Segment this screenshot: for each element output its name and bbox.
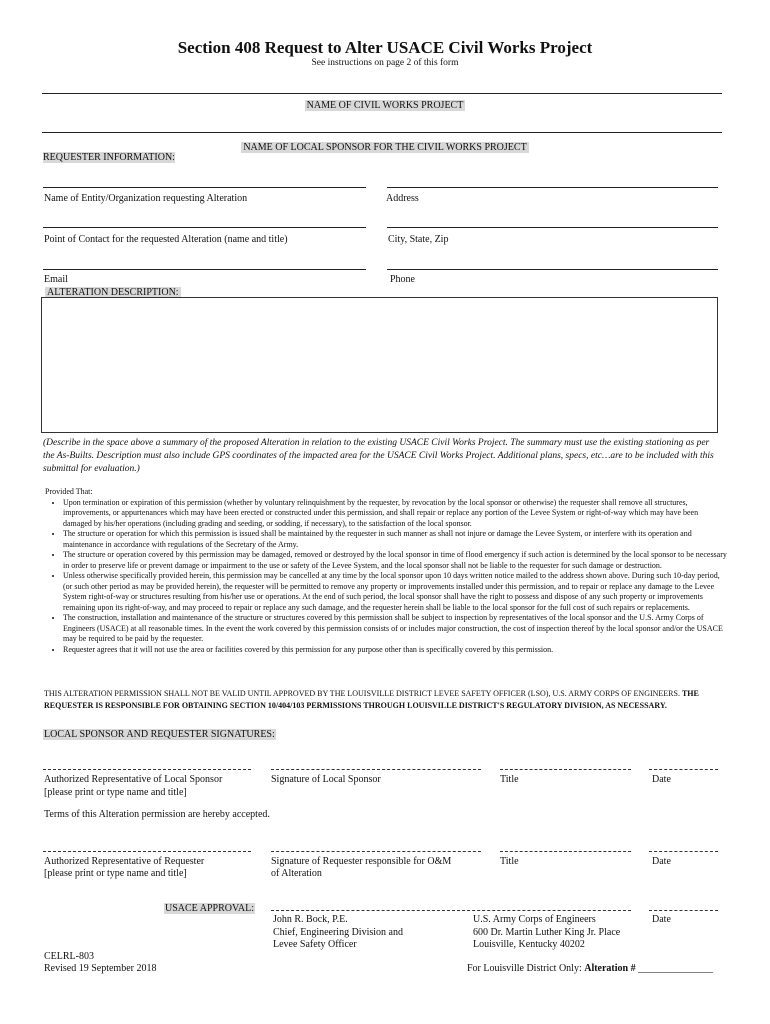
provision-item: • Requester agrees that it will not use the area or facilities covered by this permission for any purpose other than is specifically covered by this permission. <box>63 645 727 656</box>
org-line-3: Louisville, Kentucky 40202 <box>473 939 585 950</box>
district-alteration-number <box>467 962 713 975</box>
district-prefix: For Louisville District Only: <box>467 963 585 974</box>
email-field-line[interactable] <box>43 269 366 270</box>
requester-title-label: Title <box>500 856 519 867</box>
phone-field-line[interactable] <box>387 269 718 270</box>
officer-title-2: Levee Safety Officer <box>273 939 357 950</box>
validity-normal: THIS ALTERATION PERMISSION SHALL NOT BE VALID UNTIL APPROVED BY THE LOUISVILLE DISTRICT LEVEE SAFETY OFFICER (LSO), U.S. ARMY CORPS OF ENGINEERS. <box>44 689 680 698</box>
sponsor-signature-label: Signature of Local Sponsor <box>271 774 381 785</box>
provisions-intro: Provided That: <box>45 487 93 496</box>
revised-date: Revised 19 September 2018 <box>44 963 157 974</box>
requester-rep-line[interactable] <box>43 851 251 852</box>
sponsor-rep-line[interactable] <box>43 769 251 770</box>
requester-title-line[interactable] <box>500 851 631 852</box>
signatures-heading-wrap <box>43 728 276 741</box>
alteration-number-label: Alteration # <box>584 963 636 974</box>
email-label: Email <box>44 274 68 285</box>
poc-field-line[interactable] <box>43 227 366 228</box>
usace-date-line[interactable] <box>649 910 718 911</box>
requester-date-line[interactable] <box>649 851 718 852</box>
project-name-label: NAME OF CIVIL WORKS PROJECT <box>306 100 464 111</box>
requester-signature-label-1: Signature of Requester responsible for O&M <box>271 856 452 867</box>
project-name-line[interactable] <box>42 93 722 94</box>
validity-notice <box>44 688 726 711</box>
provisions-section <box>45 487 727 655</box>
org-line-2: 600 Dr. Martin Luther King Jr. Place <box>473 927 621 938</box>
officer-name: John R. Bock, P.E. <box>273 914 348 925</box>
alteration-description-box[interactable] <box>41 297 718 433</box>
sponsor-date-label: Date <box>652 774 671 785</box>
usace-date-label: Date <box>652 914 671 925</box>
alteration-heading: ALTERATION DESCRIPTION: <box>47 287 179 298</box>
sponsor-title-line[interactable] <box>500 769 631 770</box>
terms-accepted: Terms of this Alteration permission are hereby accepted. <box>44 809 270 820</box>
sponsor-name-label: NAME OF LOCAL SPONSOR FOR THE CIVIL WORKS PROJECT <box>243 142 527 153</box>
form-id: CELRL-803 <box>44 951 94 962</box>
validity-bold: THE REQUESTER IS RESPONSIBLE FOR OBTAINING SECTION 10/404/103 PERMISSIONS THROUGH LOUISVILLE DISTRICT'S REGULATORY DIVISION, AS NECESSARY. <box>44 689 699 710</box>
usace-signature-line[interactable] <box>271 910 631 911</box>
provision-item: • Unless otherwise specifically provided herein, this permission may be cancelled at any time by the local sponsor upon 10 days written notice mailed to the address shown above. During such 10-day period, (or such other period as may be provided herein), the requester will be permitted to remove any property or improvements installed under this permission, and to repair or replace any damage to the Levee System right-of-way or structures resulting from his/her use or operations. At the end of such period, the local sponsor shall have the right to possess and dispose of any such property or improvements remaining upon its right-of-way, and may proceed to repair or replace any such damage, and the requester herein shall be liable to the local sponsor for the full cost of such repairs or replacements. <box>63 571 727 613</box>
alteration-number-blank[interactable]: _______________ <box>635 963 714 974</box>
sponsor-name-line[interactable] <box>42 132 722 133</box>
address-label: Address <box>386 193 419 204</box>
alteration-instructions: (Describe in the space above a summary of the proposed Alteration in relation to the existing USACE Civil Works Project. The summary must use the existing stationing as per the As-Builts. Description must also include GPS coordinates of the impacted area for the USACE Civil Works Project. Additional plans, specs, etc…are to be included with this submittal for evaluation.) <box>43 438 714 474</box>
sponsor-rep-label-1: Authorized Representative of Local Sponsor <box>44 774 223 785</box>
requester-signature-label-2: of Alteration <box>271 868 322 879</box>
provision-item: • The structure or operation covered by this permission may be damaged, removed or destroyed by the local sponsor in time of flood emergency if such action is determined by the local sponsor to be necessary in order to preserve life or prevent damage or impairment to the use or safety of the Levee System, and the local sponsor shall not be liable to the requester for such damage or destruction. <box>63 550 727 571</box>
requester-rep-label-1: Authorized Representative of Requester <box>44 856 205 867</box>
city-field-line[interactable] <box>387 227 718 228</box>
provision-item: • Upon termination or expiration of this permission (whether by voluntary relinquishment by the requester, by revocation by the local sponsor or otherwise) the requester shall remove all structures, improvements, or appurtenances which may have been erected or constructed under this permission, and shall repair or replace any portion of the Levee System or right-of-way which may have been damaged by his/her operations (including grading and seeding, or sodding, if necessary), to the satisfaction of the local sponsor. <box>63 498 727 530</box>
sponsor-rep-label-2: [please print or type name and title] <box>44 787 187 798</box>
provision-item: • The construction, installation and maintenance of the structure or structures covered by this permission shall be subject to inspection by representatives of the local sponsor and the U.S. Army Corps of Engineers (USACE) at all reasonable times. In the event the work covered by this permission consists of or includes major construction, the cost of inspection thereof by the local sponsor and/or the USACE may be required to be paid by the requester. <box>63 613 727 645</box>
form-subtitle: See instructions on page 2 of this form <box>311 58 459 68</box>
usace-approval-wrap <box>164 902 255 915</box>
phone-label: Phone <box>390 274 415 285</box>
project-name-label-wrap <box>0 95 770 113</box>
signatures-heading: LOCAL SPONSOR AND REQUESTER SIGNATURES: <box>44 729 275 740</box>
org-line-1: U.S. Army Corps of Engineers <box>473 914 596 925</box>
sponsor-title-label: Title <box>500 774 519 785</box>
form-title: Section 408 Request to Alter USACE Civil Works Project <box>177 38 593 57</box>
entity-label: Name of Entity/Organization requesting Alteration <box>44 193 248 204</box>
provision-item: • The structure or operation for which this permission is issued shall be maintained by the requester in such manner as shall not injure or damage the Levee System, or interfere with its operation and maintenance in accordance with regulations of the Secretary of the Army. <box>63 529 727 550</box>
address-field-line[interactable] <box>387 187 718 188</box>
entity-field-line[interactable] <box>43 187 366 188</box>
requester-rep-label-2: [please print or type name and title] <box>44 868 187 879</box>
usace-approval-label: USACE APPROVAL: <box>165 903 255 914</box>
officer-title-1: Chief, Engineering Division and <box>273 927 403 938</box>
requester-signature-line[interactable] <box>271 851 481 852</box>
poc-label: Point of Contact for the requested Alteration (name and title) <box>44 234 288 245</box>
sponsor-signature-line[interactable] <box>271 769 481 770</box>
requester-date-label: Date <box>652 856 671 867</box>
sponsor-date-line[interactable] <box>649 769 718 770</box>
city-label: City, State, Zip <box>388 234 449 245</box>
requester-heading: REQUESTER INFORMATION: <box>43 152 175 163</box>
